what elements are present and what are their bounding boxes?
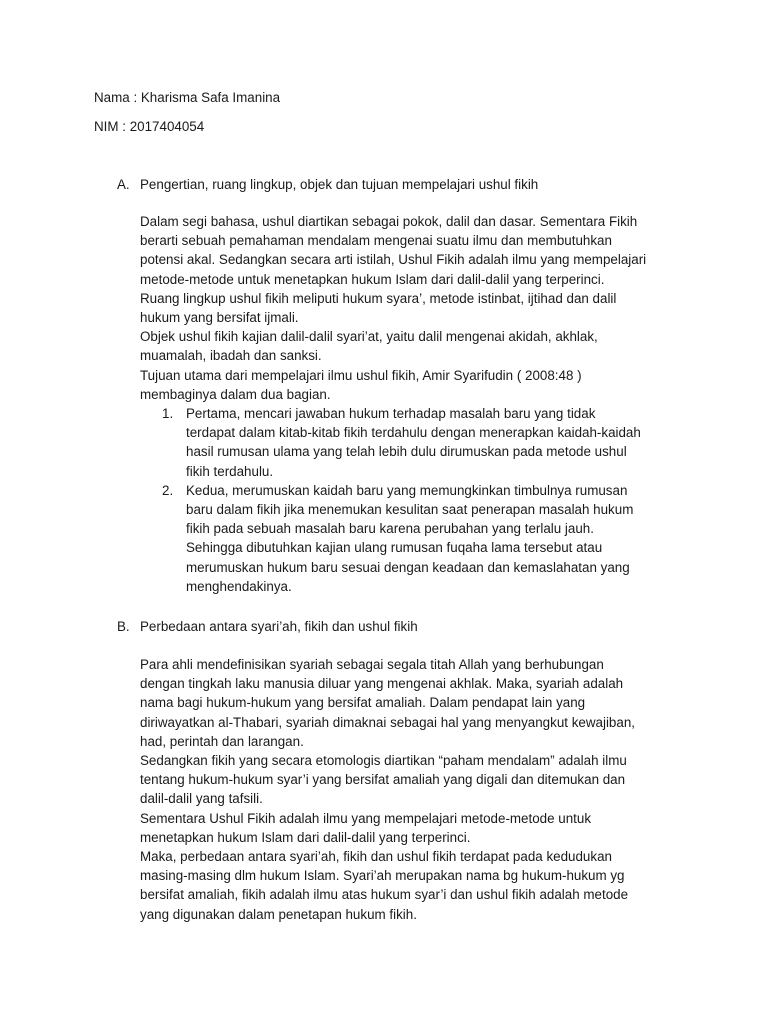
paragraph-line: Maka, perbedaan antara syari’ah, fikih dan ushul fikih terdapat pada kedudukan (140, 849, 612, 865)
paragraph-line: membaginya dalam dua bagian. (140, 386, 331, 402)
paragraph-line: potensi akal. Sedangkan secara arti istilah, Ushul Fikih adalah ilmu yang mempelajari (140, 252, 647, 268)
section-a-numbered-list (140, 404, 700, 596)
section-b-letter: B. (117, 619, 130, 634)
paragraph-line: Dalam segi bahasa, ushul diartikan sebagai pokok, dalil dan dasar. Sementara Fikih (140, 214, 638, 229)
list-item-line: fikih terdahulu. (186, 463, 274, 479)
list-item-line: menghendakinya. (186, 578, 292, 594)
paragraph-line: Sementara Ushul Fikih adalah ilmu yang mempelajari metode-metode untuk (140, 810, 592, 826)
section-b-body (140, 655, 680, 924)
paragraph-line: dalil-dalil yang tafsili. (140, 791, 263, 807)
list-item-line: terdapat dalam kitab-kitab fikih terdahulu dengan menerapkan kaidah-kaidah (186, 425, 641, 441)
student-nim: NIM : 2017404054 (94, 119, 205, 134)
paragraph-line: Ruang lingkup ushul fikih meliputi hukum syara’, metode istinbat, ijtihad dan dalil (140, 290, 617, 306)
section-a-body (140, 212, 680, 404)
list-item-line: Sehingga dibutuhkan kajian ulang rumusan fuqaha lama tersebut atau (186, 540, 603, 556)
paragraph-line: muamalah, ibadah dan sanksi. (140, 348, 322, 364)
paragraph-line: tentang hukum-hukum syar’i yang bersifat amaliah yang digali dan ditemukan dan (140, 772, 626, 788)
list-item (140, 404, 700, 481)
paragraph-line: menetapkan hukum Islam dari dalil-dalil yang terperinci. (140, 829, 471, 845)
paragraph-line: bersifat amaliah, fikih adalah ilmu atas hukum syar’i dan ushul fikih adalah metode (140, 887, 629, 903)
list-item-line: Pertama, mencari jawaban hukum terhadap masalah baru yang tidak (186, 406, 596, 421)
list-item-number: 2. (162, 482, 174, 498)
list-item-line: hasil rumusan ulama yang telah lebih dulu dirumuskan pada metode ushul (186, 444, 627, 460)
section-a-heading: Pengertian, ruang lingkup, objek dan tujuan mempelajari ushul fikih (140, 177, 539, 192)
paragraph-line: Tujuan utama dari mempelajari ilmu ushul fikih, Amir Syarifudin ( 2008:48 ) (140, 367, 582, 383)
paragraph-line: Objek ushul fikih kajian dalil-dalil syari’at, yaitu dalil mengenai akidah, akhlak, (140, 329, 598, 345)
student-name: Nama : Kharisma Safa Imanina (94, 90, 281, 105)
paragraph-line: dengan tingkah laku manusia diluar yang mengenai akhlak. Maka, syariah adalah (140, 676, 624, 692)
paragraph-line: diriwayatkan al-Thabari, syariah dimaknai sebagai hal yang menyangkut kewajiban, (140, 714, 635, 730)
paragraph-line: masing-masing dlm hukum Islam. Syari’ah merupakan nama bg hukum-hukum yg (140, 868, 625, 884)
section-a-letter: A. (117, 177, 130, 192)
list-item-number: 1. (162, 406, 174, 421)
paragraph-line: had, perintah dan larangan. (140, 733, 304, 749)
paragraph-line: berarti sebuah pemahaman mendalam mengenai suatu ilmu dan membutuhkan (140, 233, 612, 249)
paragraph-line: yang digunakan dalam penetapan hukum fikih. (140, 906, 417, 922)
list-item-line: baru dalam fikih jika menemukan kesulitan saat penerapan masalah hukum (186, 502, 634, 518)
paragraph-line: metode-metode untuk menetapkan hukum Islam dari dalil-dalil yang terperinci. (140, 271, 605, 287)
list-item-line: Kedua, merumuskan kaidah baru yang memungkinkan timbulnya rumusan (186, 482, 628, 498)
paragraph-line: nama bagi hukum-hukum yang bersifat amaliah. Dalam pendapat lain yang (140, 695, 586, 711)
paragraph-line: Sedangkan fikih yang secara etomologis diartikan “paham mendalam” adalah ilmu (140, 753, 627, 769)
list-item-line: fikih pada sebuah masalah baru karena perubahan yang terlalu jauh. (186, 521, 594, 537)
paragraph-line: Para ahli mendefinisikan syariah sebagai segala titah Allah yang berhubungan (140, 657, 604, 672)
paragraph-line: hukum yang bersifat ijmali. (140, 310, 299, 326)
list-item (140, 481, 700, 596)
section-b-heading: Perbedaan antara syari’ah, fikih dan ushul fikih (140, 619, 418, 634)
list-item-line: merumuskan hukum baru sesuai dengan keadaan dan kemaslahatan yang (186, 559, 630, 575)
